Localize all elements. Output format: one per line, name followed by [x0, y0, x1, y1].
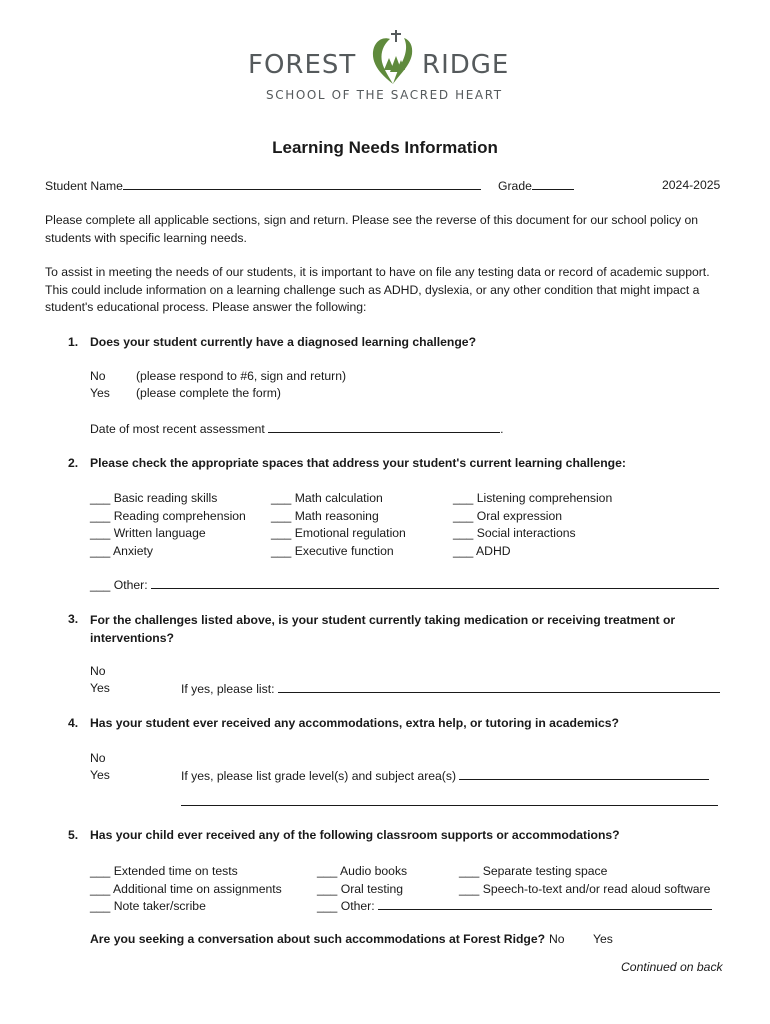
q4-list-line-2-field[interactable] [181, 794, 718, 809]
q2-option[interactable]: ___ Written language [90, 526, 206, 540]
q4-list-field[interactable] [181, 768, 709, 783]
q2-column-2 [271, 490, 406, 560]
q3-question: For the challenges listed above, is your student currently taking medication or receiving treatment or interventions? [90, 613, 676, 645]
q1-assessment-date-field[interactable]: Date of most recent assessment . [90, 422, 504, 436]
q1-number: 1. [68, 335, 79, 349]
q3-option-no[interactable]: No [90, 664, 106, 678]
grade-field[interactable] [498, 178, 574, 193]
q1-no-note: (please respond to #6, sign and return) [136, 369, 347, 383]
logo-heart-icon [370, 26, 416, 88]
q4-option-no[interactable]: No [90, 751, 106, 765]
q2-column-3 [453, 490, 612, 560]
q3-number: 3. [68, 612, 79, 626]
student-name-field[interactable] [45, 178, 481, 193]
q3-list-line[interactable] [278, 681, 720, 693]
q2-option[interactable]: ___ Reading comprehension [90, 508, 246, 523]
q3-list-label: If yes, please list: [181, 682, 275, 696]
q5-seek-option-no[interactable]: No [549, 932, 565, 946]
q5-seek-option-yes[interactable]: Yes [593, 932, 613, 946]
q5-option[interactable]: ___ Speech-to-text and/or read aloud software [459, 881, 711, 896]
q5-other-label: ___ Other: [317, 899, 375, 913]
q5-option[interactable]: ___ Note taker/scribe [90, 899, 206, 913]
q2-option[interactable]: ___ Listening comprehension [453, 491, 613, 505]
q1-date-label: Date of most recent assessment [90, 422, 265, 436]
q2-option[interactable]: ___ Emotional regulation [271, 526, 406, 540]
q1-question: Does your student currently have a diagnosed learning challenge? [90, 335, 477, 349]
school-year: 2024-2025 [662, 178, 721, 192]
intro-paragraph-2: To assist in meeting the needs of our students, it is important to have on file any testing data or record of academic support. This could include information on a learning challenge such as ADHD, dyslexia, or any other condition that might impact a student's educational process. Please answer the following: [45, 265, 710, 314]
q5-question: Has your child ever received any of the following classroom supports or accommodations? [90, 828, 620, 842]
q2-other-label: ___ Other: [90, 578, 148, 592]
q4-number: 4. [68, 716, 79, 730]
q2-option[interactable]: ___ Oral expression [453, 508, 563, 523]
q2-column-1 [90, 490, 246, 560]
logo-text-ridge: RIDGE [422, 50, 510, 80]
q5-column-3 [459, 863, 710, 898]
q5-option[interactable]: ___ Additional time on assignments [90, 881, 282, 896]
q4-question: Has your student ever received any accommodations, extra help, or tutoring in academics? [90, 716, 619, 730]
q4-list-line[interactable] [459, 768, 709, 780]
q2-option[interactable]: ___ Basic reading skills [90, 491, 218, 505]
q5-other-line[interactable] [378, 898, 712, 910]
intro-paragraph-1: Please complete all applicable sections, sign and return. Please see the reverse of this document for our school policy on students with specific learning needs. [45, 213, 699, 245]
q4-list-line-2[interactable] [181, 794, 718, 806]
page-title: Learning Needs Information [272, 138, 498, 157]
q5-option[interactable]: ___ Extended time on tests [90, 864, 238, 878]
q5-column-1 [90, 863, 282, 916]
q2-option[interactable]: ___ Math calculation [271, 491, 383, 505]
q2-option[interactable]: ___ Social interactions [453, 526, 576, 540]
q2-question: Please check the appropriate spaces that address your student's current learning challenge: [90, 456, 626, 470]
logo-text-forest: FOREST [248, 50, 357, 80]
q5-other-field[interactable] [317, 898, 712, 916]
q5-option[interactable]: ___ Audio books [317, 864, 408, 878]
q5-option[interactable]: ___ Oral testing [317, 881, 404, 896]
q3-option-yes[interactable]: Yes [90, 681, 110, 695]
q2-other-line[interactable] [151, 577, 719, 589]
student-name-label: Student Name [45, 179, 123, 193]
q2-option[interactable]: ___ ADHD [453, 543, 511, 558]
grade-label: Grade [498, 179, 532, 193]
q4-option-yes[interactable]: Yes [90, 768, 110, 782]
q2-other-field[interactable] [90, 577, 719, 592]
grade-line[interactable] [532, 178, 574, 190]
student-name-line[interactable] [123, 178, 481, 190]
q4-list-label: If yes, please list grade level(s) and subject area(s) [181, 769, 457, 783]
continued-note: Continued on back [621, 960, 723, 974]
q2-option[interactable]: ___ Math reasoning [271, 508, 379, 523]
q1-option-yes[interactable]: Yes [90, 386, 110, 400]
q2-number: 2. [68, 456, 79, 470]
q5-seek-question: Are you seeking a conversation about such accommodations at Forest Ridge? [90, 932, 546, 946]
q2-option[interactable]: ___ Anxiety [90, 543, 154, 558]
q1-option-no[interactable]: No [90, 369, 106, 383]
q5-number: 5. [68, 828, 79, 842]
q3-list-field[interactable] [181, 681, 720, 696]
q1-yes-note: (please complete the form) [136, 386, 281, 400]
q5-option[interactable]: ___ Separate testing space [459, 864, 608, 878]
logo-subtitle: SCHOOL OF THE SACRED HEART [266, 88, 503, 102]
q2-option[interactable]: ___ Executive function [271, 543, 394, 558]
q1-date-line[interactable] [268, 421, 500, 433]
